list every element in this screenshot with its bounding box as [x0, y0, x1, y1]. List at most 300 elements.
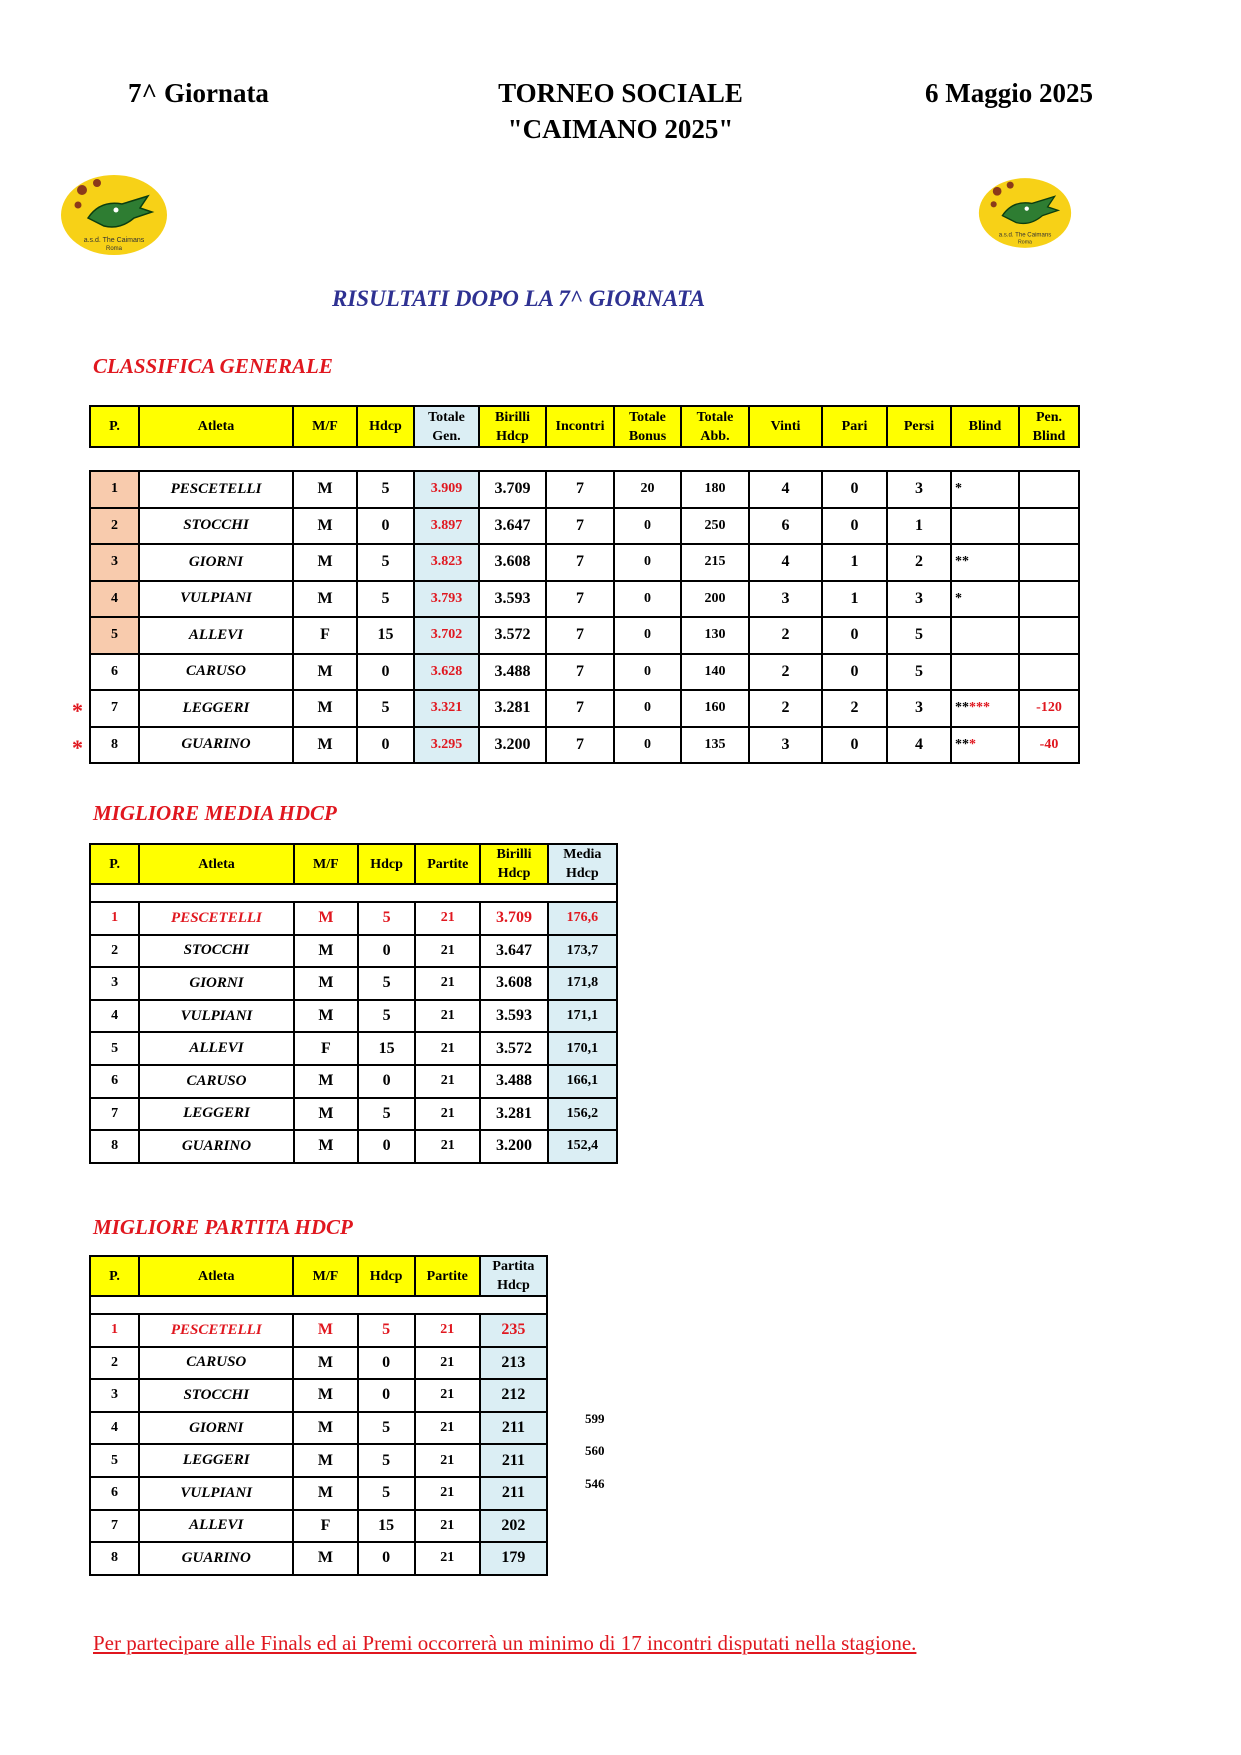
cell-rank: 8 — [90, 727, 139, 764]
cell-media-hdcp: 156,2 — [548, 1098, 617, 1131]
cell-totale-bonus: 0 — [614, 508, 681, 545]
cell-vinti: 2 — [749, 617, 822, 654]
cell-atleta: CARUSO — [139, 1347, 293, 1380]
cell-mf: M — [293, 1412, 357, 1445]
table-row — [90, 1379, 547, 1412]
cell-blind — [951, 581, 1019, 618]
penalty-marker: * — [72, 698, 83, 723]
cell-atleta: CARUSO — [139, 654, 293, 691]
cell-totale-abb: 215 — [681, 544, 749, 581]
header-atleta: Atleta — [139, 1256, 293, 1296]
cell-birilli-hdcp: 3.281 — [480, 1098, 547, 1131]
cell-atleta: LEGGERI — [139, 1444, 293, 1477]
cell-blind — [951, 727, 1019, 764]
table-row — [90, 1542, 547, 1575]
title-line-1: TORNEO SOCIALE — [498, 78, 743, 108]
cell-totale-abb: 135 — [681, 727, 749, 764]
cell-mf: M — [293, 654, 357, 691]
blind-stars: ** — [955, 700, 969, 716]
cell-totale-gen: 3.321 — [414, 690, 479, 727]
cell-atleta: GUARINO — [139, 1542, 293, 1575]
cell-rank: 6 — [90, 654, 139, 691]
cell-hdcp: 5 — [357, 471, 414, 508]
cell-hdcp: 0 — [358, 1347, 415, 1380]
cell-atleta: VULPIANI — [139, 581, 293, 618]
header-partite: Partite — [415, 844, 480, 884]
cell-atleta: LEGGERI — [139, 690, 293, 727]
cell-rank: 4 — [90, 1412, 139, 1445]
cell-rank: 2 — [90, 1347, 139, 1380]
cell-hdcp: 5 — [357, 581, 414, 618]
header-hdcp: Hdcp — [358, 1256, 415, 1296]
logo-text-2: Roma — [105, 246, 123, 252]
cell-rank: 4 — [90, 1000, 139, 1033]
cell-hdcp: 5 — [358, 1444, 415, 1477]
cell-hdcp: 15 — [358, 1032, 415, 1065]
cell-partite: 21 — [415, 935, 480, 968]
header-hdcp: Hdcp — [357, 406, 414, 447]
cell-totale-abb: 180 — [681, 471, 749, 508]
cell-persi: 3 — [887, 581, 951, 618]
header-totale-gen: Totale Gen. — [414, 406, 479, 447]
cell-rank: 3 — [90, 1379, 139, 1412]
cell-partita-hdcp: 212 — [480, 1379, 547, 1412]
cell-rank: 2 — [90, 935, 139, 968]
cell-atleta: GIORNI — [139, 544, 293, 581]
cell-hdcp: 0 — [357, 654, 414, 691]
cell-hdcp: 0 — [357, 508, 414, 545]
cell-mf: F — [293, 617, 357, 654]
cell-persi: 1 — [887, 508, 951, 545]
cell-partite: 21 — [415, 1477, 480, 1510]
table-row — [90, 654, 1079, 691]
cell-mf: F — [293, 1510, 357, 1543]
cell-incontri: 7 — [546, 690, 614, 727]
cell-birilli-hdcp: 3.488 — [479, 654, 546, 691]
cell-mf: M — [294, 1000, 358, 1033]
cell-blind — [951, 544, 1019, 581]
cell-persi: 5 — [887, 654, 951, 691]
cell-atleta: PESCETELLI — [139, 902, 294, 935]
cell-totale-bonus: 20 — [614, 471, 681, 508]
cell-totale-abb: 160 — [681, 690, 749, 727]
cell-blind — [951, 654, 1019, 691]
cell-rank: 6 — [90, 1477, 139, 1510]
cell-vinti: 4 — [749, 544, 822, 581]
table-row — [90, 471, 1079, 508]
cell-mf: M — [294, 1130, 358, 1163]
header-atleta: Atleta — [139, 406, 293, 447]
cell-vinti: 2 — [749, 654, 822, 691]
table-row — [90, 1347, 547, 1380]
cell-totale-gen: 3.295 — [414, 727, 479, 764]
cell-persi: 3 — [887, 471, 951, 508]
cell-mf: M — [294, 902, 358, 935]
cell-rank: 3 — [90, 544, 139, 581]
table-row — [90, 727, 1079, 764]
header-birilli-hdcp: Birilli Hdcp — [480, 844, 547, 884]
cell-partite: 21 — [415, 1444, 480, 1477]
cell-partite: 21 — [415, 1000, 480, 1033]
cell-vinti: 6 — [749, 508, 822, 545]
blind-stars: * — [955, 481, 962, 497]
cell-atleta: GUARINO — [139, 1130, 294, 1163]
classifica-table — [89, 405, 1080, 764]
cell-hdcp: 5 — [357, 544, 414, 581]
cell-hdcp: 5 — [358, 1000, 415, 1033]
media-table — [89, 843, 618, 1164]
cell-partita-hdcp: 179 — [480, 1542, 547, 1575]
cell-mf: M — [293, 581, 357, 618]
header-mf: M/F — [293, 1256, 357, 1296]
cell-totale-gen: 3.909 — [414, 471, 479, 508]
cell-mf: M — [293, 1379, 357, 1412]
cell-pen-blind — [1019, 617, 1079, 654]
cell-hdcp: 5 — [358, 967, 415, 1000]
cell-partite: 21 — [415, 1542, 480, 1575]
cell-media-hdcp: 171,8 — [548, 967, 617, 1000]
cell-atleta: ALLEVI — [139, 617, 293, 654]
cell-totale-bonus: 0 — [614, 544, 681, 581]
cell-partita-hdcp: 211 — [480, 1444, 547, 1477]
cell-birilli-hdcp: 3.281 — [479, 690, 546, 727]
cell-mf: M — [293, 727, 357, 764]
cell-birilli-hdcp: 3.593 — [480, 1000, 547, 1033]
cell-rank: 7 — [90, 690, 139, 727]
cell-birilli-hdcp: 3.488 — [480, 1065, 547, 1098]
cell-incontri: 7 — [546, 544, 614, 581]
cell-totale-abb: 140 — [681, 654, 749, 691]
header-mf: M/F — [293, 406, 357, 447]
cell-mf: M — [293, 508, 357, 545]
table-row — [90, 1412, 547, 1445]
cell-pen-blind — [1019, 654, 1079, 691]
cell-pen-blind — [1019, 508, 1079, 545]
cell-mf: M — [294, 935, 358, 968]
cell-totale-gen: 3.702 — [414, 617, 479, 654]
cell-partite: 21 — [415, 1032, 480, 1065]
cell-rank: 1 — [90, 902, 139, 935]
club-logo-left — [60, 174, 168, 256]
cell-persi: 4 — [887, 727, 951, 764]
cell-incontri: 7 — [546, 654, 614, 691]
logo-text-2: Roma — [1018, 239, 1032, 246]
cell-incontri: 7 — [546, 727, 614, 764]
series-total: 546 — [585, 1476, 605, 1491]
cell-pen-blind — [1019, 581, 1079, 618]
cell-partita-hdcp: 235 — [480, 1314, 547, 1347]
header-partite: Partite — [415, 1256, 480, 1296]
cell-incontri: 7 — [546, 617, 614, 654]
table-row — [90, 935, 617, 968]
cell-birilli-hdcp: 3.572 — [480, 1032, 547, 1065]
cell-vinti: 3 — [749, 727, 822, 764]
cell-birilli-hdcp: 3.593 — [479, 581, 546, 618]
cell-media-hdcp: 170,1 — [548, 1032, 617, 1065]
cell-atleta: CARUSO — [139, 1065, 294, 1098]
cell-partite: 21 — [415, 1130, 480, 1163]
cell-vinti: 4 — [749, 471, 822, 508]
header-p: P. — [90, 844, 139, 884]
cell-partite: 21 — [415, 1379, 480, 1412]
cell-mf: M — [293, 1542, 357, 1575]
cell-rank: 8 — [90, 1130, 139, 1163]
cell-blind — [951, 508, 1019, 545]
table-header-row — [90, 844, 617, 884]
cell-mf: M — [293, 1314, 357, 1347]
cell-atleta: ALLEVI — [139, 1510, 293, 1543]
cell-atleta: GIORNI — [139, 1412, 293, 1445]
cell-birilli-hdcp: 3.572 — [479, 617, 546, 654]
cell-rank: 6 — [90, 1065, 139, 1098]
cell-pari: 0 — [822, 471, 887, 508]
cell-rank: 7 — [90, 1098, 139, 1131]
cell-rank: 2 — [90, 508, 139, 545]
cell-pari: 0 — [822, 654, 887, 691]
cell-incontri: 7 — [546, 471, 614, 508]
cell-atleta: GIORNI — [139, 967, 294, 1000]
cell-mf: M — [293, 690, 357, 727]
cell-atleta: VULPIANI — [139, 1000, 294, 1033]
footer-note: Per partecipare alle Finals ed ai Premi occorrerà un minimo di 17 incontri disputati nella stagione. — [93, 1631, 917, 1655]
cell-hdcp: 0 — [358, 1065, 415, 1098]
cell-totale-bonus: 0 — [614, 654, 681, 691]
cell-media-hdcp: 171,1 — [548, 1000, 617, 1033]
cell-blind — [951, 690, 1019, 727]
header-pen-blind: Pen. Blind — [1019, 406, 1079, 447]
cell-atleta: STOCCHI — [139, 935, 294, 968]
table-row — [90, 1510, 547, 1543]
table-row — [90, 1130, 617, 1163]
cell-atleta: ALLEVI — [139, 1032, 294, 1065]
cell-totale-abb: 200 — [681, 581, 749, 618]
table-row — [90, 544, 1079, 581]
cell-hdcp: 0 — [358, 1130, 415, 1163]
cell-pen-blind — [1019, 471, 1079, 508]
cell-incontri: 7 — [546, 508, 614, 545]
table-row — [90, 581, 1079, 618]
cell-hdcp: 0 — [357, 727, 414, 764]
cell-mf: M — [293, 1477, 357, 1510]
cell-media-hdcp: 166,1 — [548, 1065, 617, 1098]
cell-pari: 0 — [822, 727, 887, 764]
header-partita-hdcp: Partita Hdcp — [480, 1256, 547, 1296]
cell-totale-gen: 3.628 — [414, 654, 479, 691]
club-logo-right — [978, 172, 1072, 254]
cell-hdcp: 5 — [358, 1477, 415, 1510]
penalty-marker: * — [72, 735, 83, 760]
cell-mf: M — [293, 1444, 357, 1477]
blind-stars-penalized: *** — [969, 700, 990, 716]
cell-birilli-hdcp: 3.608 — [479, 544, 546, 581]
cell-vinti: 2 — [749, 690, 822, 727]
table-row — [90, 617, 1079, 654]
cell-totale-bonus: 0 — [614, 690, 681, 727]
cell-atleta: PESCETELLI — [139, 471, 293, 508]
cell-mf: M — [294, 967, 358, 1000]
table-header-row — [90, 1256, 547, 1296]
section-title-partita: MIGLIORE PARTITA HDCP — [93, 1215, 353, 1239]
round-label: 7^ Giornata — [128, 78, 269, 108]
cell-hdcp: 5 — [357, 690, 414, 727]
cell-totale-gen: 3.793 — [414, 581, 479, 618]
cell-mf: M — [294, 1098, 358, 1131]
table-row — [90, 1444, 547, 1477]
cell-hdcp: 15 — [357, 617, 414, 654]
table-row — [90, 1032, 617, 1065]
cell-partite: 21 — [415, 1347, 480, 1380]
cell-atleta: VULPIANI — [139, 1477, 293, 1510]
section-title-media: MIGLIORE MEDIA HDCP — [93, 801, 337, 825]
cell-pari: 0 — [822, 508, 887, 545]
cell-mf: M — [293, 471, 357, 508]
logo-text: a.s.d. The Caimans — [83, 237, 145, 244]
cell-rank: 4 — [90, 581, 139, 618]
cell-totale-abb: 130 — [681, 617, 749, 654]
cell-media-hdcp: 173,7 — [548, 935, 617, 968]
table-row — [90, 1098, 617, 1131]
cell-atleta: LEGGERI — [139, 1098, 294, 1131]
cell-partite: 21 — [415, 1412, 480, 1445]
cell-atleta: GUARINO — [139, 727, 293, 764]
cell-hdcp: 0 — [358, 935, 415, 968]
blind-stars-penalized: * — [969, 736, 976, 752]
header-p: P. — [90, 1256, 139, 1296]
cell-pari: 1 — [822, 581, 887, 618]
cell-rank: 8 — [90, 1542, 139, 1575]
cell-partita-hdcp: 213 — [480, 1347, 547, 1380]
cell-pen-blind — [1019, 544, 1079, 581]
partita-table — [89, 1255, 548, 1576]
cell-birilli-hdcp: 3.709 — [480, 902, 547, 935]
header-totale-abb: Totale Abb. — [681, 406, 749, 447]
cell-hdcp: 0 — [358, 1542, 415, 1575]
table-row — [90, 1000, 617, 1033]
logo-text: a.s.d. The Caimans — [998, 231, 1052, 239]
cell-mf: M — [293, 544, 357, 581]
header-totale-bonus: Totale Bonus — [614, 406, 681, 447]
cell-rank: 1 — [90, 471, 139, 508]
cell-birilli-hdcp: 3.200 — [479, 727, 546, 764]
cell-mf: F — [294, 1032, 358, 1065]
table-row — [90, 1477, 547, 1510]
cell-rank: 5 — [90, 1032, 139, 1065]
section-title-classifica: CLASSIFICA GENERALE — [93, 354, 333, 378]
cell-pari: 0 — [822, 617, 887, 654]
cell-hdcp: 15 — [358, 1510, 415, 1543]
cell-pen-blind: -120 — [1019, 690, 1079, 727]
cell-partita-hdcp: 211 — [480, 1412, 547, 1445]
cell-mf: M — [294, 1065, 358, 1098]
cell-totale-abb: 250 — [681, 508, 749, 545]
cell-atleta: PESCETELLI — [139, 1314, 293, 1347]
cell-partite: 21 — [415, 902, 480, 935]
cell-totale-gen: 3.897 — [414, 508, 479, 545]
table-row — [90, 902, 617, 935]
series-total: 599 — [585, 1410, 605, 1426]
cell-partite: 21 — [415, 1098, 480, 1131]
cell-birilli-hdcp: 3.608 — [480, 967, 547, 1000]
table-header-row — [90, 406, 1079, 447]
blind-stars: * — [955, 590, 962, 606]
header-mf: M/F — [294, 844, 358, 884]
cell-birilli-hdcp: 3.647 — [479, 508, 546, 545]
cell-atleta: STOCCHI — [139, 1379, 293, 1412]
cell-partite: 21 — [415, 1510, 480, 1543]
results-subtitle: RISULTATI DOPO LA 7^ GIORNATA — [332, 286, 706, 311]
cell-atleta: STOCCHI — [139, 508, 293, 545]
cell-pari: 1 — [822, 544, 887, 581]
header-incontri: Incontri — [546, 406, 614, 447]
cell-persi: 5 — [887, 617, 951, 654]
cell-rank: 1 — [90, 1314, 139, 1347]
header-p: P. — [90, 406, 139, 447]
table-row — [90, 690, 1079, 727]
header-atleta: Atleta — [139, 844, 294, 884]
date-label: 6 Maggio 2025 — [925, 78, 1093, 108]
cell-partite: 21 — [415, 1314, 480, 1347]
cell-hdcp: 5 — [358, 1098, 415, 1131]
blind-stars: ** — [955, 554, 969, 570]
cell-blind — [951, 617, 1019, 654]
cell-persi: 2 — [887, 544, 951, 581]
blind-stars: ** — [955, 736, 969, 752]
cell-birilli-hdcp: 3.709 — [479, 471, 546, 508]
cell-totale-bonus: 0 — [614, 581, 681, 618]
cell-birilli-hdcp: 3.200 — [480, 1130, 547, 1163]
cell-partite: 21 — [415, 967, 480, 1000]
cell-birilli-hdcp: 3.647 — [480, 935, 547, 968]
header-media-hdcp: Media Hdcp — [548, 844, 617, 884]
cell-partite: 21 — [415, 1065, 480, 1098]
header-hdcp: Hdcp — [358, 844, 415, 884]
cell-partita-hdcp: 202 — [480, 1510, 547, 1543]
title-line-2: "CAIMANO 2025" — [507, 114, 734, 144]
header-pari: Pari — [822, 406, 887, 447]
table-row — [90, 508, 1079, 545]
table-row — [90, 967, 617, 1000]
cell-incontri: 7 — [546, 581, 614, 618]
header-birilli-hdcp: Birilli Hdcp — [479, 406, 546, 447]
cell-pari: 2 — [822, 690, 887, 727]
cell-hdcp: 5 — [358, 1412, 415, 1445]
cell-rank: 7 — [90, 1510, 139, 1543]
header-blind: Blind — [951, 406, 1019, 447]
header-persi: Persi — [887, 406, 951, 447]
header-vinti: Vinti — [749, 406, 822, 447]
cell-media-hdcp: 152,4 — [548, 1130, 617, 1163]
table-row — [90, 1065, 617, 1098]
cell-rank: 5 — [90, 617, 139, 654]
cell-persi: 3 — [887, 690, 951, 727]
cell-media-hdcp: 176,6 — [548, 902, 617, 935]
cell-rank: 3 — [90, 967, 139, 1000]
cell-hdcp: 5 — [358, 1314, 415, 1347]
cell-totale-bonus: 0 — [614, 617, 681, 654]
cell-totale-bonus: 0 — [614, 727, 681, 764]
cell-rank: 5 — [90, 1444, 139, 1477]
table-row — [90, 1314, 547, 1347]
cell-pen-blind: -40 — [1019, 727, 1079, 764]
cell-partita-hdcp: 211 — [480, 1477, 547, 1510]
cell-mf: M — [293, 1347, 357, 1380]
cell-totale-gen: 3.823 — [414, 544, 479, 581]
cell-vinti: 3 — [749, 581, 822, 618]
cell-hdcp: 5 — [358, 902, 415, 935]
cell-blind — [951, 471, 1019, 508]
cell-hdcp: 0 — [358, 1379, 415, 1412]
series-total: 560 — [585, 1443, 605, 1459]
